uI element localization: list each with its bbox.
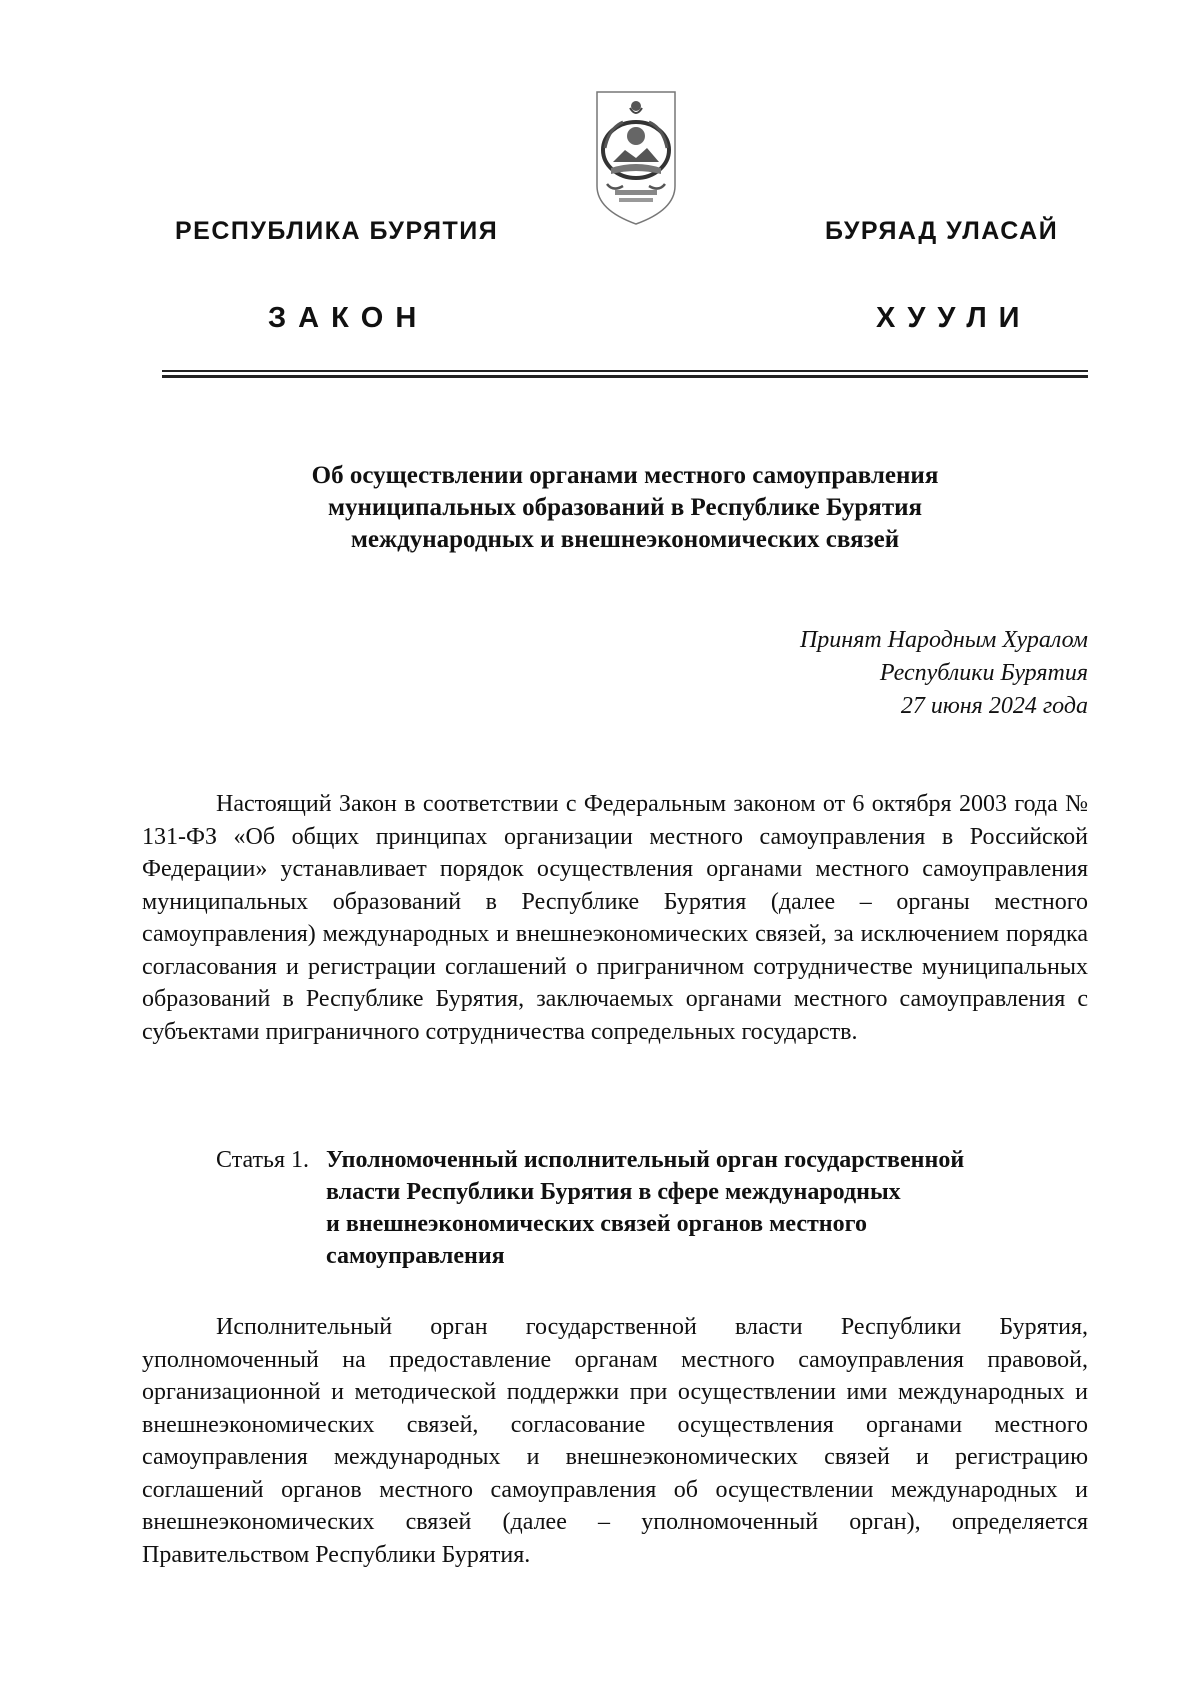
preamble-paragraph: Настоящий Закон в соответствии с Федеральным законом от 6 октября 2003 года № 131-ФЗ «Об общих принципах организации местного самоуправления в Российской Федерации» устанавливает порядок осуществления органами местного самоуправления муниципальных образований в Республике Бурятия (далее – органы местного самоуправления) международных и внешнеэкономических связей, за исключением порядка согласования и регистрации соглашений о приграничном сотрудничестве муниципальных образований в Республике Бурятия, заключаемых органами местного самоуправления с субъектами приграничного сотрудничества сопредельных государств. — [142, 791, 1088, 1045]
adoption-note — [800, 624, 1088, 723]
header-republic-buryatia: РЕСПУБЛИКА БУРЯТИЯ — [175, 217, 499, 245]
article-heading-line: самоуправления — [326, 1243, 505, 1269]
adoption-date: 27 июня 2024 года — [900, 693, 1088, 719]
article-heading — [326, 1144, 1096, 1272]
header-divider-thick — [162, 375, 1088, 378]
law-label-buryat: ХУУЛИ — [876, 302, 1032, 334]
title-line: международных и внешнеэкономических связей — [350, 526, 900, 553]
article-heading-line: Уполномоченный исполнительный орган государственной — [326, 1147, 965, 1173]
title-line: Об осуществлении органами местного самоуправления — [311, 462, 939, 489]
article-heading-line: власти Республики Бурятия в сфере международных — [326, 1179, 901, 1205]
article-1-paragraph: Исполнительный орган государственной власти Республики Бурятия, уполномоченный на предоставление органам местного самоуправления правовой, организационной и методической поддержки при осуществлении ими международных и внешнеэкономических связей, согласование осуществления органами местного самоуправления международных и внешнеэкономических связей и регистрацию соглашений органов местного самоуправления об осуществлении международных и внешнеэкономических связей (далее – уполномоченный орган), определяется Правительством Республики Бурятия. — [142, 1314, 1088, 1568]
header-divider-thin — [162, 370, 1088, 372]
adoption-line: Принят Народным Хуралом — [799, 627, 1088, 653]
document-title — [160, 460, 1090, 556]
law-label-russian: ЗАКОН — [268, 302, 429, 334]
adoption-line: Республики Бурятия — [879, 660, 1088, 686]
article-label: Статья 1. — [216, 1147, 309, 1173]
coat-of-arms-emblem-icon — [593, 88, 679, 228]
title-line: муниципальных образований в Республике Бурятия — [327, 494, 923, 521]
header-buryaad-ulasai: БУРЯАД УЛАСАЙ — [825, 217, 1059, 245]
article-heading-line: и внешнеэкономических связей органов местного — [326, 1211, 867, 1237]
